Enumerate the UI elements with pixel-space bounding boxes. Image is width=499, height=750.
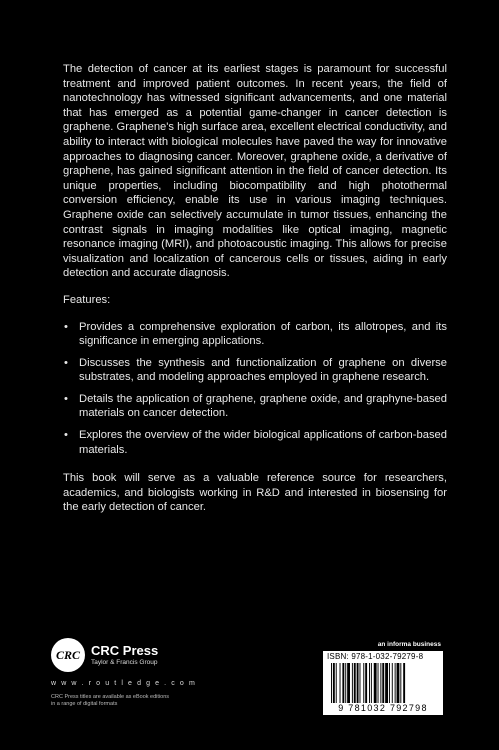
- barcode-bar: [392, 663, 393, 703]
- ebook-note-line: CRC Press titles are available as eBook editions: [51, 694, 170, 700]
- publisher-group: Taylor & Francis Group: [91, 658, 158, 666]
- closing-paragraph: This book will serve as a valuable reference source for researchers, academics, and biologists working in R&D and interested in biosensing for the early detection of cancer.: [63, 472, 447, 514]
- feature-text: Explores the overview of the wider biological applications of carbon-based materials.: [79, 429, 447, 456]
- publisher-logo-row: [51, 638, 281, 672]
- bullet-icon: •: [64, 429, 68, 442]
- publisher-name-block: [91, 644, 158, 667]
- feature-text: Details the application of graphene, graphene oxide, and graphyne-based materials on cancer detection.: [79, 392, 447, 420]
- barcode-bar: [333, 663, 335, 703]
- publisher-block: [51, 638, 281, 708]
- isbn-label: ISBN: 978-1-032-79279-8: [327, 652, 424, 661]
- barcode-bar: [354, 663, 356, 703]
- barcode-bar: [365, 663, 367, 703]
- bullet-icon: •: [64, 320, 68, 333]
- barcode-bar: [385, 663, 388, 703]
- feature-text: Provides a comprehensive exploration of carbon, its allotropes, and its significance in emerging applications.: [79, 320, 447, 348]
- barcode-bar: [357, 663, 359, 703]
- informa-tagline: an informa business: [377, 641, 441, 648]
- features-title: Features:: [63, 293, 111, 306]
- back-cover-text: [63, 62, 447, 527]
- barcode: [323, 651, 443, 715]
- barcode-bar: [347, 663, 350, 703]
- barcode-bar: [342, 663, 344, 703]
- barcode-bar: [360, 663, 361, 703]
- barcode-bars-icon: [331, 663, 435, 703]
- ebook-note: [51, 694, 281, 708]
- ebook-note-line: in a range of digital formats: [51, 701, 118, 707]
- feature-item: [63, 320, 447, 349]
- barcode-bar: [389, 663, 390, 703]
- barcode-bar: [369, 663, 370, 703]
- barcode-bar: [382, 663, 384, 703]
- barcode-bar: [400, 663, 401, 703]
- barcode-bar: [345, 663, 346, 703]
- publisher-name: CRC Press: [91, 642, 159, 658]
- feature-item: [63, 356, 447, 385]
- barcode-bar: [378, 663, 379, 703]
- barcode-bar: [336, 663, 337, 703]
- barcode-bar: [371, 663, 372, 703]
- barcode-digits: 9 781032 792798: [338, 703, 428, 713]
- barcode-bar: [380, 663, 381, 703]
- features-list: [63, 320, 447, 458]
- bullet-icon: •: [64, 392, 68, 405]
- feature-text: Discusses the synthesis and functionalization of graphene on diverse substrates, and modeling approaches employed in graphene research.: [79, 356, 447, 384]
- barcode-bar: [363, 663, 364, 703]
- barcode-bar: [340, 663, 341, 703]
- barcode-bar: [374, 663, 377, 703]
- publisher-url: w w w . r o u t l e d g e . c o m: [51, 680, 197, 687]
- bullet-icon: •: [64, 356, 68, 369]
- description-paragraph: The detection of cancer at its earliest stages is paramount for successful treatment and improved patient outcomes. In recent years, the field of nanotechnology has witnessed significant advancements, and one material that has emerged as a potential game-changer in cancer detection is graphene. Graphene's high surface area, excellent electrical conductivity, and ability to interact with biological molecules have paved the way for innovative approaches to diagnosing cancer. Moreover, graphene oxide, a derivative of graphene, has gained significant attention in the field of cancer detection. Its unique properties, including biocompatibility and high photothermal conversion efficiency, enable its use in various imaging techniques. Graphene oxide can selectively accumulate in tumor tissues, enhancing the contrast signals in imaging modalities like optical imaging, magnetic resonance imaging (MRI), and photoacoustic imaging. This allows for precise visualization and localization of cancerous cells or tissues, aiding in early detection and accurate diagnosis.: [63, 63, 447, 280]
- barcode-bar: [395, 663, 396, 703]
- barcode-bar: [331, 663, 332, 703]
- barcode-bar: [403, 663, 405, 703]
- crc-press-logo-icon: CRC: [51, 638, 85, 672]
- feature-item: [63, 428, 447, 457]
- feature-item: [63, 392, 447, 421]
- barcode-bar: [397, 663, 400, 703]
- barcode-bar: [352, 663, 353, 703]
